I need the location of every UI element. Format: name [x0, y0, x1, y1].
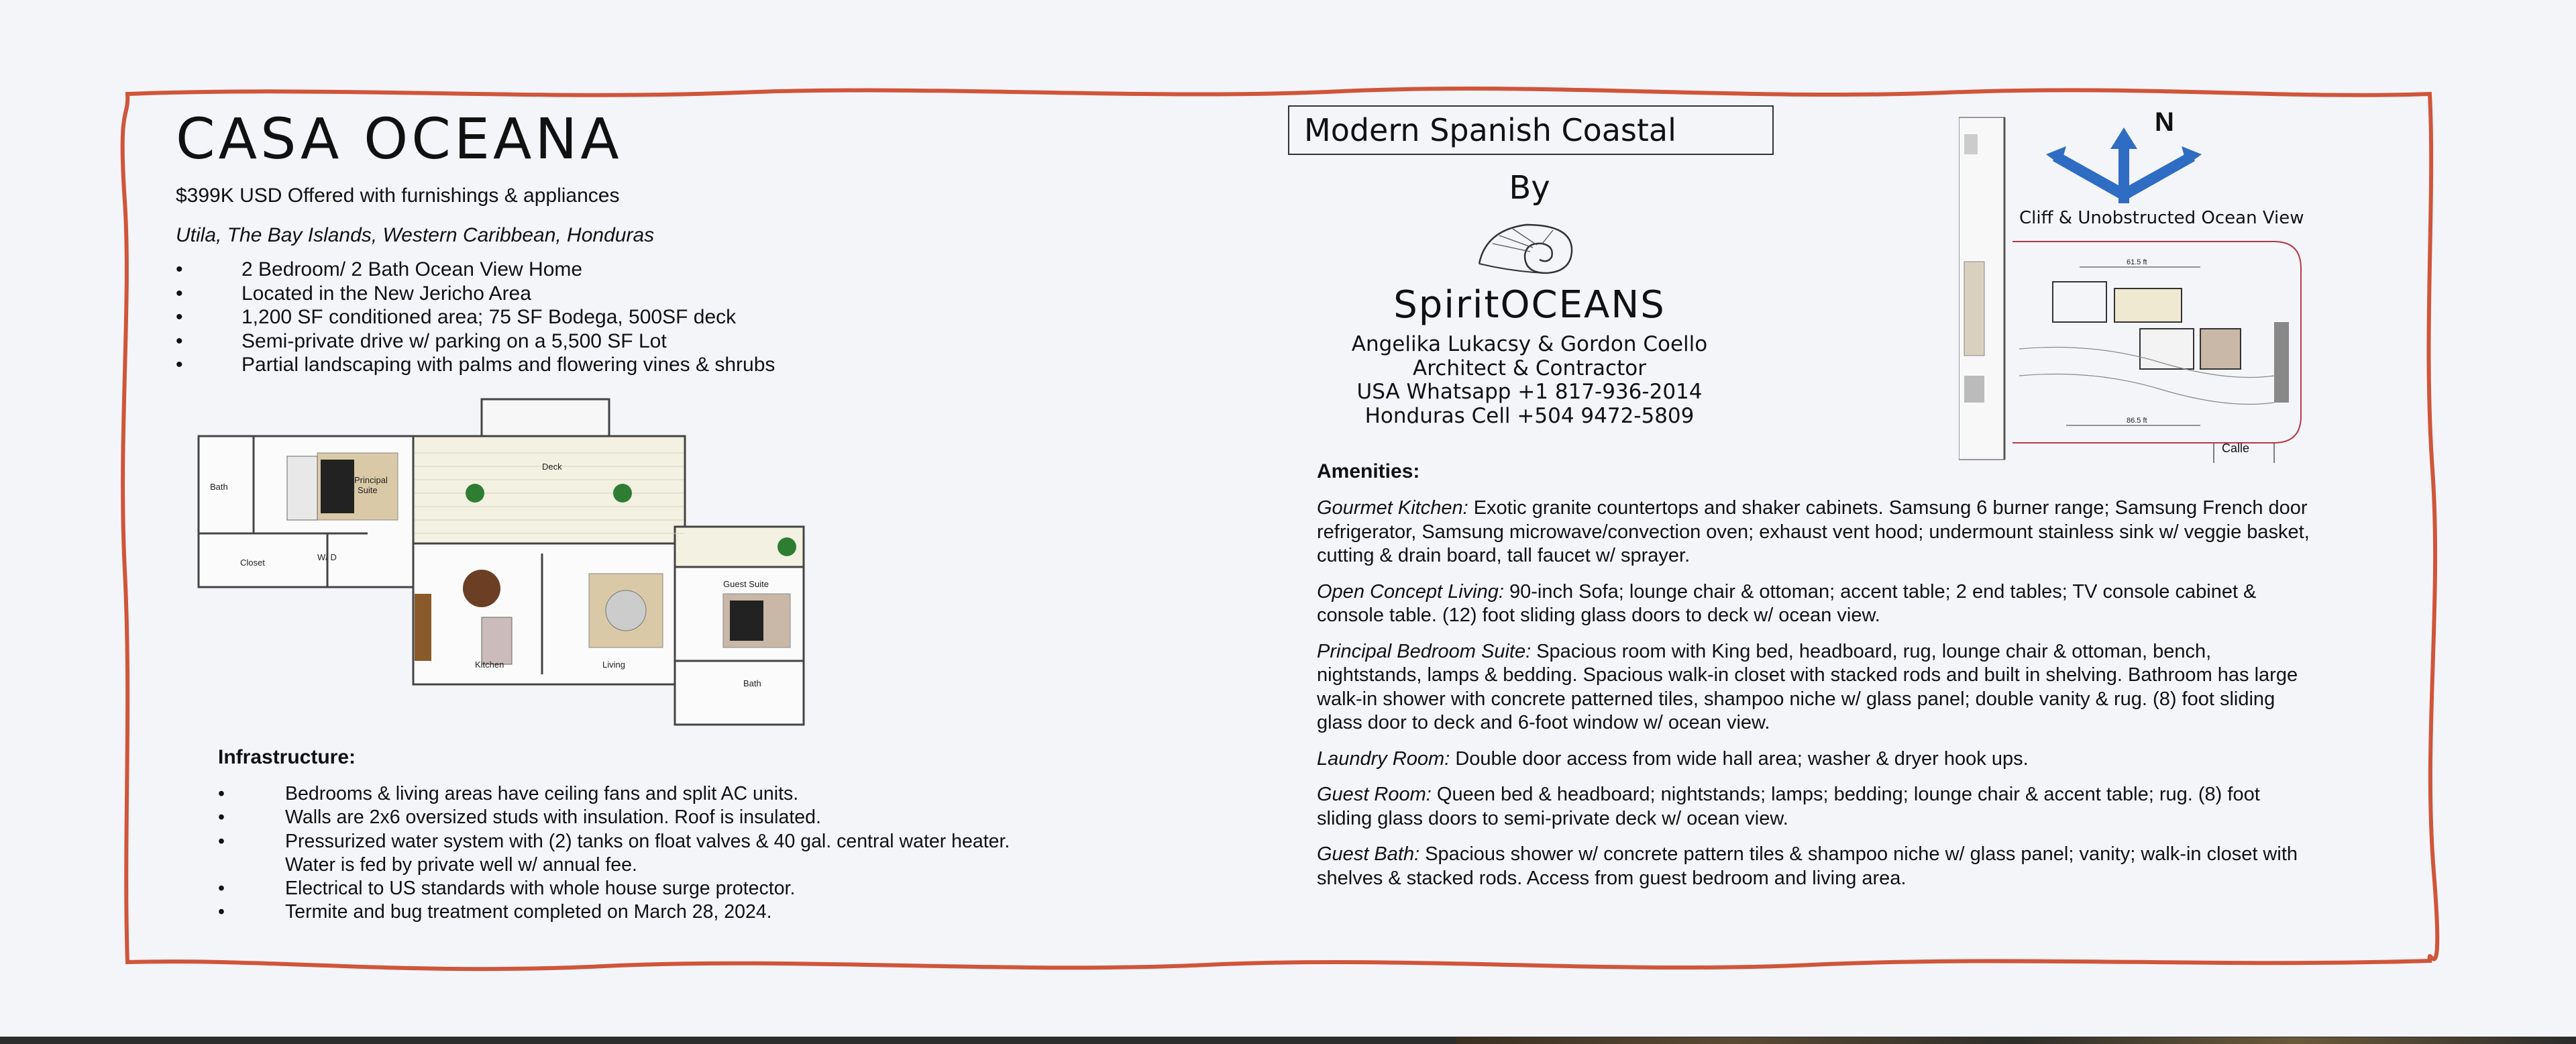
price-line: $399K USD Offered with furnishings & appliances — [176, 185, 620, 207]
site-dim-top: 61.5 ft — [2127, 258, 2147, 266]
amenity-label: Guest Room: — [1317, 784, 1432, 805]
amenity-item — [1317, 747, 2316, 772]
site-plan — [1959, 107, 2334, 470]
amenity-label: Laundry Room: — [1317, 747, 1450, 770]
plan-label-principal: Principal — [354, 475, 388, 485]
feature-item: • Located in the New Jericho Area — [176, 282, 775, 306]
plan-label-guest-bath: Bath — [743, 678, 761, 688]
brand-name: SpiritOCEANS — [1393, 283, 1666, 327]
amenity-item — [1317, 783, 2316, 831]
amenity-text: 90-inch Sofa; lounge chair & ottoman; accent table; 2 end tables; TV console cabinet & console table. (12) foot sliding glass doors to deck w/ ocean view. — [1317, 580, 2257, 626]
bottom-photo-strip — [1456, 1037, 2576, 1044]
street-label: Calle — [2222, 441, 2250, 455]
amenity-label: Guest Bath: — [1317, 843, 1420, 865]
infrastructure-list — [218, 782, 1023, 925]
contact-line: USA Whatsapp +1 817-936-2014 — [1356, 380, 1703, 404]
plan-label-closet: Closet — [240, 558, 265, 568]
amenities-list — [1317, 497, 2316, 902]
plan-label-guest-suite: Guest Suite — [723, 579, 769, 589]
feature-item: • 1,200 SF conditioned area; 75 SF Bodega, 500SF deck — [176, 305, 775, 329]
infrastructure-item: • Bedrooms & living areas have ceiling fans and split AC units. — [218, 782, 1023, 806]
plan-label-bath: Bath — [210, 482, 228, 492]
nautilus-shell-icon — [1472, 217, 1580, 277]
contact-block — [1275, 333, 1784, 428]
amenity-text: Spacious room with King bed, headboard, rug, lounge chair & ottoman, bench, nightstands, lamps & bedding. Spacious walk-in closet with stacked rods and built in shelving. Bathroom has large walk-in shower with concrete patterned tiles, shampoo niche w/ glass panel; double vanity & rug. (8) foot sliding glass door to deck and 6-foot window w/ ocean view. — [1317, 640, 2298, 733]
style-label-box: Modern Spanish Coastal — [1288, 105, 1774, 155]
amenity-item — [1317, 640, 2316, 735]
infrastructure-item: • Pressurized water system with (2) tanks on float valves & 40 gal. central water heater. Water is fed by private well w/ annual fee. — [218, 830, 1023, 878]
amenity-label: Principal Bedroom Suite: — [1317, 640, 1532, 662]
plan-label-wd: W/ D — [317, 552, 337, 562]
feature-list — [176, 258, 775, 377]
amenity-label: Open Concept Living: — [1317, 580, 1504, 603]
infrastructure-heading: Infrastructure: — [218, 746, 356, 768]
feature-item: • Semi-private drive w/ parking on a 5,500 SF Lot — [176, 329, 775, 354]
contact-line: Angelika Lukacsy & Gordon Coello — [1351, 332, 1708, 356]
location-line: Utila, The Bay Islands, Western Caribbean, Honduras — [176, 224, 655, 246]
plan-label-deck: Deck — [542, 462, 562, 472]
feature-item: • 2 Bedroom/ 2 Bath Ocean View Home — [176, 258, 775, 282]
amenity-item — [1317, 580, 2316, 628]
view-caption: Cliff & Unobstructed Ocean View — [2019, 208, 2304, 228]
amenity-item — [1317, 497, 2316, 568]
by-label: By — [1509, 169, 1550, 207]
infrastructure-item: • Walls are 2x6 oversized studs with insulation. Roof is insulated. — [218, 806, 1023, 829]
contact-line: Honduras Cell +504 9472-5809 — [1364, 403, 1695, 428]
feature-item: • Partial landscaping with palms and flowering vines & shrubs — [176, 353, 775, 377]
site-dim-bottom: 86.5 ft — [2127, 417, 2147, 425]
infrastructure-item: • Electrical to US standards with whole house surge protector. — [218, 877, 1023, 900]
amenity-text: Spacious shower w/ concrete pattern tiles & shampoo niche w/ glass panel; vanity; walk-in closet with shelves & stacked rods. Access from guest bedroom and living area. — [1317, 843, 2298, 889]
plan-label-living: Living — [602, 660, 625, 670]
plan-label-kitchen: Kitchen — [475, 660, 504, 670]
north-label: N — [2155, 107, 2174, 137]
infrastructure-item: • Termite and bug treatment completed on March 28, 2024. — [218, 900, 1023, 924]
floor-plan — [193, 393, 817, 731]
amenity-label: Gourmet Kitchen: — [1317, 497, 1468, 519]
amenity-item — [1317, 843, 2316, 890]
plan-label-suite: Suite — [358, 485, 378, 495]
amenity-text: Exotic granite countertops and shaker cabinets. Samsung 6 burner range; Samsung French door refrigerator, Samsung microwave/convection oven; exhaust vent hood; undermount stainless sink w/ veggie basket, cutting & drain board, tall faucet w/ sprayer. — [1317, 497, 2310, 566]
page-title: CASA OCEANA — [176, 106, 623, 172]
contact-line: Architect & Contractor — [1413, 356, 1646, 380]
amenities-heading: Amenities: — [1317, 460, 1420, 482]
amenity-text: Queen bed & headboard; nightstands; lamps; bedding; lounge chair & accent table; rug. (8) foot sliding glass doors to semi-private deck w/ ocean view. — [1317, 784, 2260, 829]
amenity-text: Double door access from wide hall area; washer & dryer hook ups. — [1450, 747, 2029, 770]
